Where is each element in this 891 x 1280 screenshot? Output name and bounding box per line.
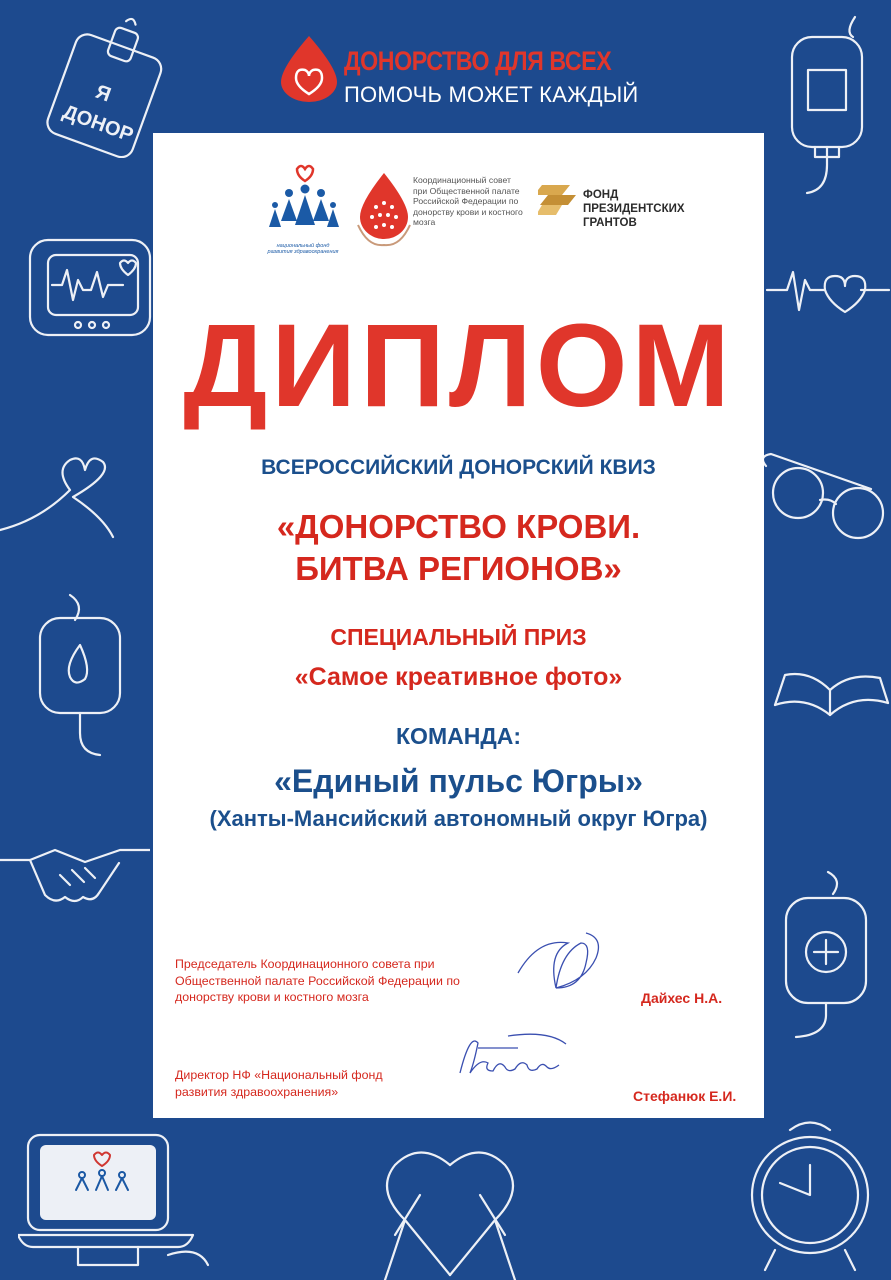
council-drop-icon — [356, 171, 412, 247]
badge-text-donor: ДОНОР — [59, 100, 137, 147]
council-text: Координационный совет при Общественной палате Российской Федерации по донорству крови и костного мозга — [413, 175, 523, 228]
signature1-scribble — [513, 928, 613, 998]
hands-heart-icon — [350, 1135, 550, 1280]
signatory2-title: Директор НФ «Национальный фонд развития здравоохранения» — [175, 1068, 383, 1099]
donor-badge-icon — [40, 8, 170, 158]
quiz-name-line2: БИТВА РЕГИОНОВ» — [295, 550, 622, 587]
quiz-name-line1: «ДОНОРСТВО КРОВИ. — [276, 508, 641, 545]
brand-title: ДОНОРСТВО ДЛЯ ВСЕХ — [344, 46, 612, 76]
presidential-grants-logo — [538, 177, 708, 237]
blood-bag-icon — [770, 15, 890, 195]
prize-label: СПЕЦИАЛЬНЫЙ ПРИЗ — [330, 624, 587, 650]
diploma-title: ДИПЛОМ — [183, 300, 734, 432]
fund-people-icon — [267, 163, 339, 241]
signatory2-name: Стефанюк Е.И. — [633, 1088, 737, 1104]
badge-text-ya: Я — [92, 80, 114, 107]
book-icon — [770, 650, 891, 740]
brand-subtitle: ПОМОЧЬ МОЖЕТ КАЖДЫЙ — [344, 82, 639, 107]
council-logo — [356, 171, 523, 251]
signatory1-title: Председатель Координационного совета при Общественной палате Российской Федерации по донорству крови и костного мозга — [175, 957, 460, 1004]
handshake-icon — [0, 830, 150, 920]
iv-bag-icon — [25, 590, 135, 760]
national-fund-logo — [267, 163, 337, 263]
blood-transfusion-icon — [768, 870, 891, 1040]
team-name: «Единый пульс Югры» — [274, 763, 643, 799]
string-heart-icon — [0, 440, 130, 550]
diploma-sheet — [153, 133, 764, 1118]
team-region: (Ханты-Мансийский автономный округ Югра) — [209, 806, 708, 831]
prize-name: «Самое креативное фото» — [294, 663, 623, 691]
brand-header — [276, 34, 639, 110]
team-label: КОМАНДА: — [396, 723, 521, 749]
heartbeat-heart-icon — [765, 250, 891, 330]
heart-monitor-icon — [20, 225, 160, 355]
fund-caption: национальный фонд развития здравоохранения — [267, 243, 339, 255]
signatory1-name: Дайхес Н.А. — [641, 990, 723, 1006]
grants-emblem-icon — [538, 177, 578, 219]
laptop-icon — [18, 1125, 228, 1275]
blood-drop-heart-icon — [278, 34, 340, 104]
grants-text: ФОНД ПРЕЗИДЕНТСКИХ ГРАНТОВ — [583, 189, 685, 229]
signature2-scribble — [458, 1028, 568, 1088]
alarm-clock-icon — [730, 1110, 891, 1280]
quiz-label: ВСЕРОССИЙСКИЙ ДОНОРСКИЙ КВИЗ — [261, 456, 656, 479]
glasses-icon — [758, 448, 891, 548]
